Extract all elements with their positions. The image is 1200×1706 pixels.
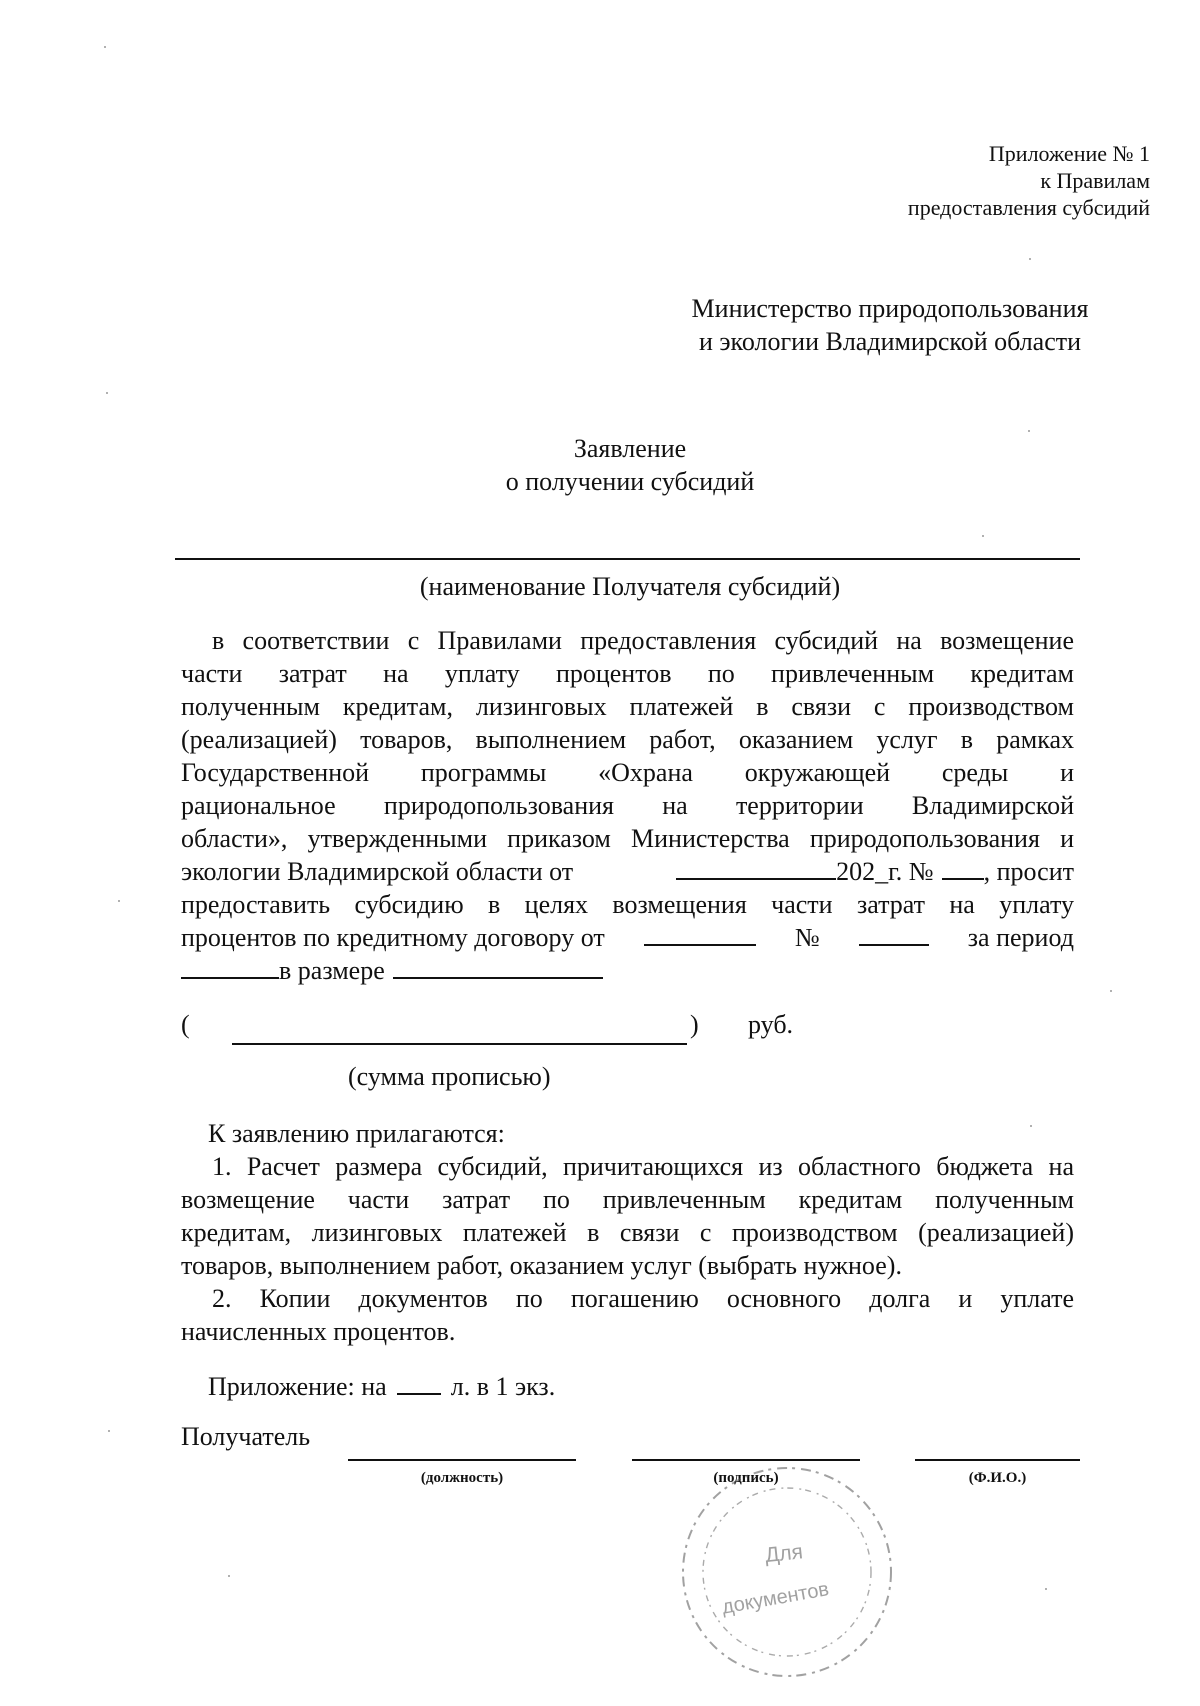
scan-speck [108,1430,110,1432]
scan-speck [1110,990,1112,992]
scan-speck [228,1575,230,1577]
stamp-text-bottom: документов [720,1578,831,1619]
order-number-field[interactable] [942,856,984,880]
currency-label: руб. [748,1010,794,1039]
recipient-name-line [175,558,1080,560]
full-name-caption: (Ф.И.О.) [968,1470,1027,1486]
attachment-1-line-2: возмещение части затрат по привлеченным кредитам полученным [181,1185,1074,1214]
attachment-1-line-1: 1. Расчет размера субсидий, причитающихся из областного бюджета на [212,1152,1074,1181]
scan-speck [118,900,120,902]
appendix-line [208,1370,555,1403]
contract-prefix: процентов по кредитному договору от [181,923,605,952]
period-label: за период [967,923,1074,952]
appendix-suffix: л. в 1 экз. [450,1372,556,1401]
body-line-6: рациональное природопользования на территории Владимирской [181,791,1074,820]
attachment-2-line-1: 2. Копии документов по погашению основного долга и уплате [212,1284,1074,1313]
body-line-5: Государственной программы «Охрана окружающей среды и [181,758,1074,787]
attachment-1-line-3: кредитам, лизинговых платежей в связи с производством (реализацией) [181,1218,1074,1247]
amount-close-paren: ) [690,1010,699,1039]
contract-date-field[interactable] [644,922,756,946]
order-date-field[interactable] [676,856,836,880]
amount-open-paren: ( [181,1010,190,1039]
contract-number-label: № [794,923,820,952]
scan-speck [1028,430,1030,432]
recipient-label: Получатель [181,1422,311,1451]
document-subtitle: о получении субсидий [505,467,755,496]
body-line-1: в соответствии с Правилами предоставления субсидий на возмещение [212,626,1074,655]
scan-speck [1045,1588,1047,1590]
appendix-sheets-field[interactable] [397,1371,441,1395]
order-year-number-label: 202_г. № [836,857,934,886]
body-line-2: части затрат на уплату процентов по привлеченным кредитам [181,659,1074,688]
appendix-prefix: Приложение: на [208,1372,387,1401]
position-caption: (должность) [420,1470,504,1486]
signature-caption: (подпись) [713,1470,779,1486]
body-line-9: предоставить субсидию в целях возмещения части затрат на уплату [181,890,1074,919]
body-line-4: (реализацией) товаров, выполнением работ, оказанием услуг в рамках [181,725,1074,754]
body-line-3: полученным кредитам, лизинговых платежей в связи с производством [181,692,1074,721]
addressee-line-1: Министерство природопользования [691,294,1089,323]
body-line-11 [181,954,603,987]
scan-speck [104,46,106,48]
annex-line-2: к Правилам [1040,168,1150,193]
amount-label: в размере [279,956,385,985]
body-line-8 [181,855,1074,888]
order-suffix: , просит [983,857,1074,886]
recipient-caption: (наименование Получателя субсидий) [419,572,841,601]
document-title: Заявление [573,434,687,463]
annex-line-3: предоставления субсидий [907,195,1150,220]
contract-number-field[interactable] [859,922,929,946]
scan-speck [1030,1125,1032,1127]
amount-words-field[interactable] [232,1043,687,1045]
stamp-text-top: Для [763,1540,805,1568]
attachment-1-line-4: товаров, выполнением работ, оказанием услуг (выбрать нужное). [181,1251,902,1280]
period-field[interactable] [181,955,279,979]
order-date-group [676,855,1074,888]
scan-speck [106,392,108,394]
full-name-field[interactable] [915,1459,1080,1461]
annex-line-1: Приложение № 1 [988,141,1150,166]
amount-field[interactable] [393,955,603,979]
scan-speck [1029,258,1031,260]
body-line-10 [181,921,1074,954]
order-date-prefix: экологии Владимирской области от [181,857,574,886]
amount-words-caption: (сумма прописью) [348,1062,551,1091]
attachment-2-line-2: начисленных процентов. [181,1317,456,1346]
position-field[interactable] [348,1459,576,1461]
addressee-line-2: и экологии Владимирской области [698,327,1082,356]
body-line-7: области», утвержденными приказом Министерства природопользования и [181,824,1074,853]
attachments-heading: К заявлению прилагаются: [208,1119,505,1148]
round-stamp [675,1460,900,1685]
scan-speck [982,535,984,537]
